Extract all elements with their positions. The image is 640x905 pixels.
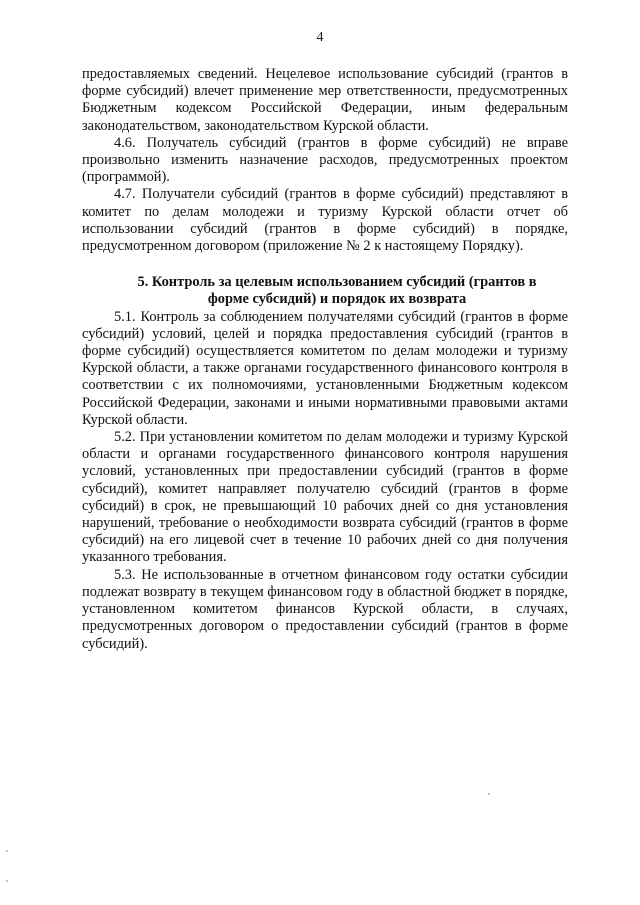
paragraph-continuation: предоставляемых сведений. Нецелевое использование субсидий (грантов в форме субсидий) влечет применение мер ответственности, предусмотренных Бюджетным кодексом Российской Федерации, иным федеральным законодательством, законодательством Курской области. [82, 66, 568, 134]
scan-speck [488, 793, 490, 795]
paragraph-5-2: 5.2. При установлении комитетом по делам молодежи и туризму Курской области и органами государственного финансового контроля нарушения условий, установленных при предоставлении субсидий (грантов в форме субсидий), комитет направляет получателю субсидий (грантов в форме субсидий) в срок, не превышающий 10 рабочих дней со дня установления нарушений, требование о необходимости возврата субсидий (грантов в форме субсидий) на его лицевой счет в течение 10 рабочих дней со дня получения указанного требования. [82, 429, 568, 566]
document-body [82, 66, 568, 653]
paragraph-4-6: 4.6. Получатель субсидий (грантов в форме субсидий) не вправе произвольно изменить назначение расходов, предусмотренных проектом (программой). [82, 134, 568, 186]
paragraph-4-7: 4.7. Получатели субсидий (грантов в форме субсидий) представляют в комитет по делам молодежи и туризму Курской области отчет об использовании субсидий (грантов в форме субсидий) в порядке, предусмотренном договором (приложение № 2 к настоящему Порядку). [82, 186, 568, 255]
scan-speck [6, 850, 8, 852]
page-number: 4 [316, 30, 324, 45]
paragraph-5-3: 5.3. Не использованные в отчетном финансовом году остатки субсидии подлежат возврату в текущем финансовом году в областной бюджет в порядке, установленном комитетом финансов Курской области, в случаях, предусмотренных договором о предоставлении субсидий (грантов в форме субсидий). [82, 566, 568, 652]
section-heading-5: 5. Контроль за целевым использованием субсидий (грантов в форме субсидий) и порядок их возврата [137, 274, 537, 308]
paragraph-5-1: 5.1. Контроль за соблюдением получателями субсидий (грантов в форме субсидий) условий, целей и порядка предоставления субсидий (грантов в форме субсидий) осуществляется комитетом по делам молодежи и туризму Курской области, а также органами государственного финансового контроля в соответствии с их полномочиями, установленными Бюджетным кодексом Российской Федерации, законами и иными нормативными правовыми актами Курской области. [82, 308, 568, 428]
scan-speck [6, 880, 8, 882]
